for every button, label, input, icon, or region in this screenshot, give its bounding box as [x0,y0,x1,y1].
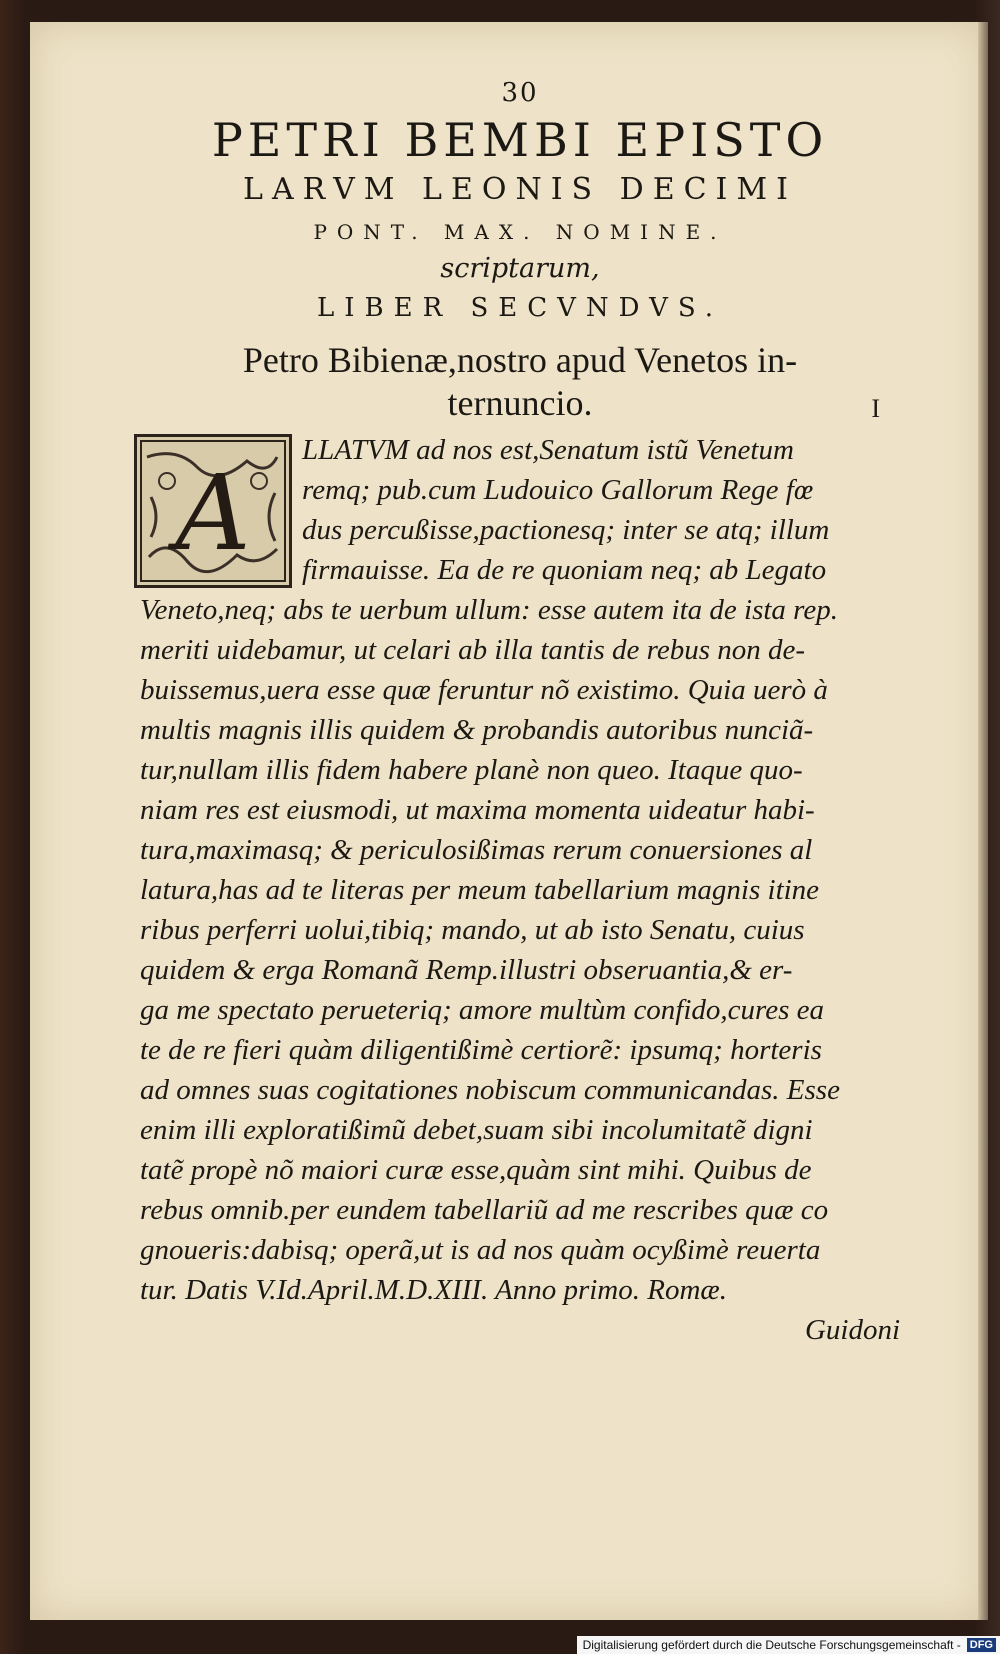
svg-text:A: A [175,452,251,574]
body-line-8: multis magnis illis quidem & probandis autoribus nunciã- [140,714,814,746]
body-line-1: LLATVM ad nos est,Senatum istũ Venetum [302,434,794,466]
body-line-9: tur,nullam illis fidem habere planè non queo. Itaque quo- [140,754,803,786]
title-line-2: LARVM LEONIS DECIMI [243,172,797,207]
body-line-17: ad omnes suas cogitationes nobiscum communicandas. Esse [140,1074,840,1106]
catchword: Guidoni [804,1314,900,1346]
dfg-logo-icon: DFG [967,1638,996,1652]
body-line-7: buissemus,uera esse quæ feruntur nõ existimo. Quia uerò à [140,674,828,706]
decorated-initial [134,434,292,588]
body-line-12: latura,has ad te literas per meum tabellarium magnis itine [140,874,820,906]
digitization-text: Digitalisierung gefördert durch die Deutsche Forschungsgemeinschaft - [582,1638,961,1652]
body-line-20: rebus omnib.per eundem tabellariũ ad me rescribes quæ co [140,1194,829,1226]
title-line-3: PONT. MAX. NOMINE. [313,220,727,244]
body-line-18: enim illi exploratißimũ debet,suam sibi incolumitatẽ digni [140,1114,813,1146]
body-line-19: tatẽ propè nõ maiori curæ esse,quàm sint mihi. Quibus de [140,1154,812,1186]
title-line-5: LIBER SECVNDVS. [317,293,723,323]
body-line-5: Veneto,neq; abs te uerbum ullum: esse autem ita de ista rep. [140,594,839,626]
body-line-21: gnoueris:dabisq; operã,ut is ad nos quàm ocyßimè reuerta [140,1234,821,1266]
body-line-2: remq; pub.cum Ludouico Gallorum Rege fœ [302,474,814,506]
decorated-initial-icon [137,437,289,585]
letter-heading-1: Petro Bibienæ,nostro apud Venetos in- [242,340,798,380]
body-line-4: firmauisse. Ea de re quoniam neq; ab Legato [302,554,827,586]
letter-heading-2: ternuncio. [447,383,593,423]
body-line-16: te de re fieri quàm diligentißimè certiorẽ: ipsumq; horteris [140,1034,822,1066]
body-line-22: tur. Datis V.Id.April.M.D.XIII. Anno primo. Romæ. [140,1274,727,1306]
body-line-3: dus percußisse,pactionesq; inter se atq; illum [302,514,830,546]
body-line-10: niam res est eiusmodi, ut maxima momenta uideatur habi- [140,794,815,826]
body-line-14: quidem & erga Romanã Remp.illustri obseruantia,& er- [140,954,793,986]
body-line-15: ga me spectato perueteriq; amore multùm confido,cures ea [140,994,825,1026]
letter-body [140,430,900,1350]
letter-number: I [871,394,880,423]
body-line-6: meriti uidebamur, ut celari ab illa tantis de rebus non de- [140,634,806,666]
body-line-13: ribus perferri uolui,tibiq; mando, ut ab isto Senatu, cuius [140,914,805,946]
page-number: 30 [501,78,539,108]
title-line-1: PETRI BEMBI EPISTO [211,113,829,167]
page-text [140,60,900,1350]
body-line-11: tura,maximasq; & periculosißimas rerum conuersiones al [140,834,813,866]
digitization-footer [577,1636,1000,1654]
catchword-line [140,1310,900,1350]
letter-heading-line-2 [140,382,900,424]
title-line-4: scriptarum, [440,253,600,284]
page-edge [978,22,988,1620]
